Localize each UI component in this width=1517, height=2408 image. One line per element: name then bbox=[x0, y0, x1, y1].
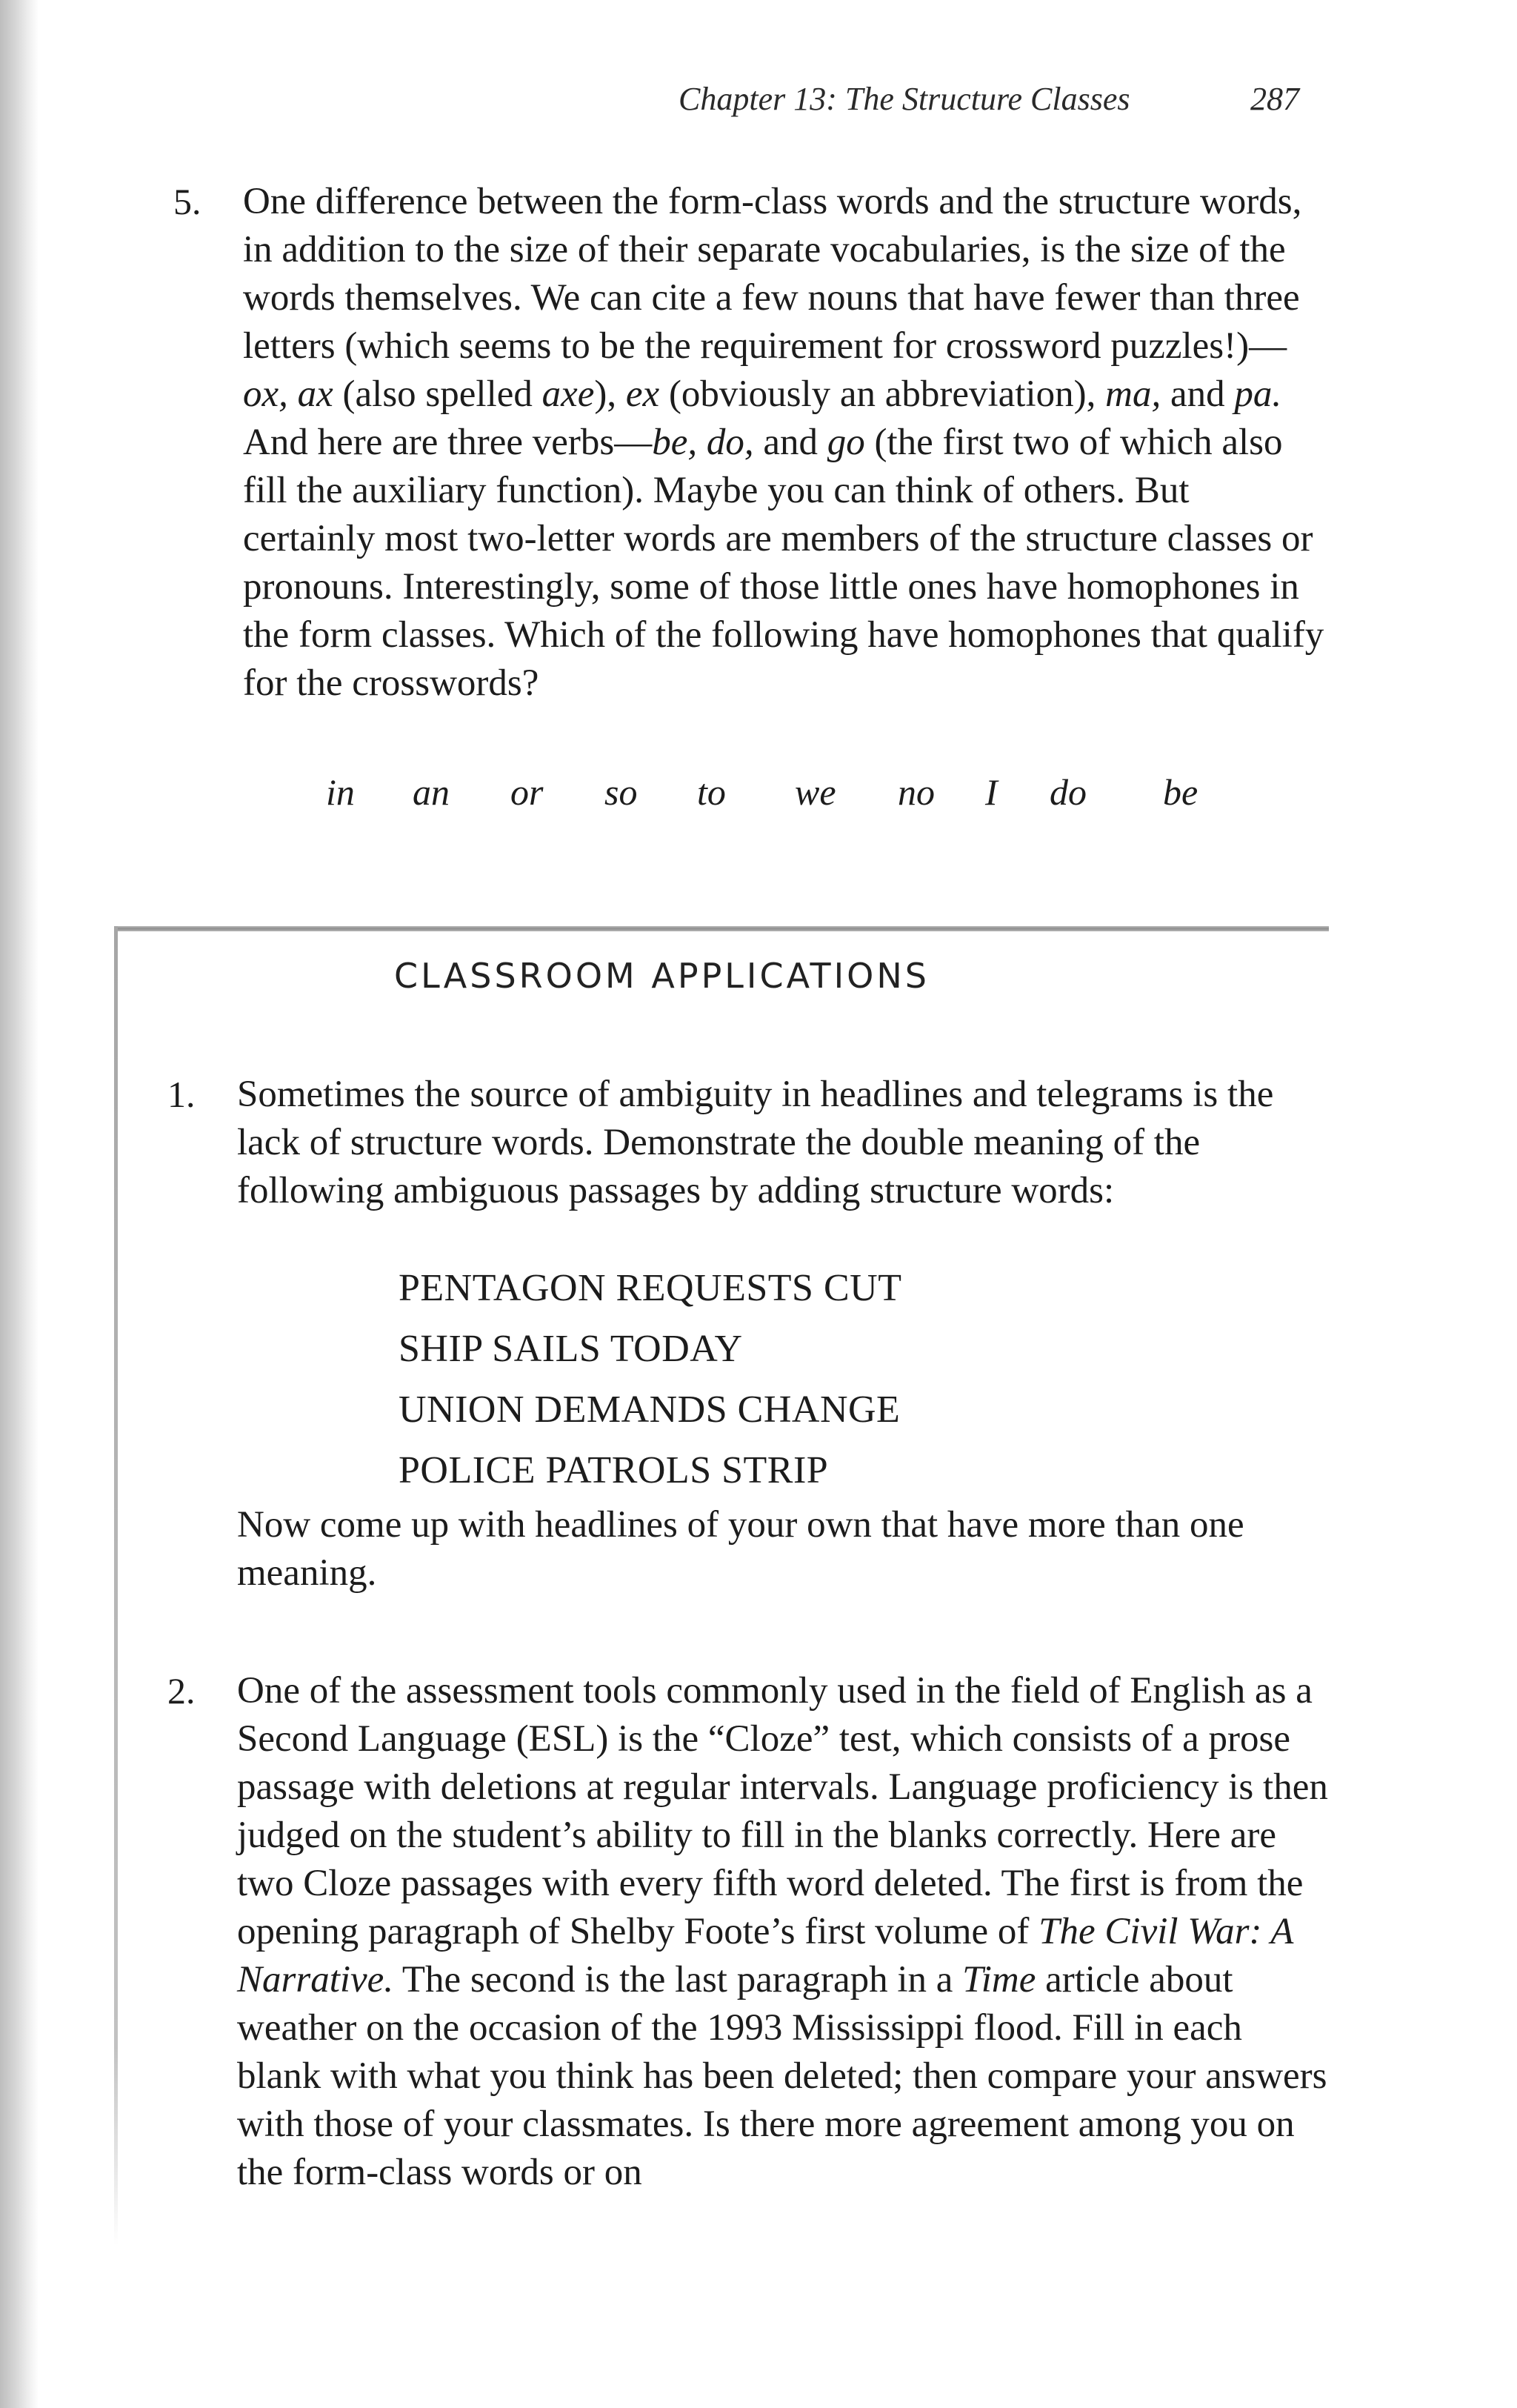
box-left-rule bbox=[114, 926, 118, 2245]
homophone-word-list bbox=[0, 771, 1517, 822]
word-item: be bbox=[1163, 771, 1198, 813]
running-head bbox=[0, 80, 1517, 124]
exercise-5-text: One difference between the form-class words and the structure words, in addition to the size of their separate vocabularies, is the size of the words themselves. We can cite a few nouns that have fewer than three letters (which seems to be the requirement for crossword puzzles!)—ox, ax (also spelled axe), ex (obviously an abbreviation), ma, and pa. And here are three verbs—be, do, and go (the first two of which also fill the auxiliary function). Maybe you can think of others. But certainly most two-letter words are members of the structure classes or pronouns. Interestingly, some of those little ones have homophones in the form classes. Which of the following have homophones that qualify for the crosswords? bbox=[243, 181, 1324, 704]
application-item-1 bbox=[167, 1071, 1330, 1597]
item-number: 2. bbox=[167, 1670, 196, 1712]
word-item: an bbox=[413, 771, 450, 813]
word-item: in bbox=[326, 771, 355, 813]
followup-text: Now come up with headlines of your own that have more than one meaning. bbox=[237, 1504, 1244, 1594]
word-item: no bbox=[898, 771, 935, 813]
application-2-text: One of the assessment tools commonly used in the field of English as a Second Language (ESL) is the “Cloze” test, which consists of a prose passage with deletions at regular intervals. Language proficiency is then judged on the student’s ability to fill in the blanks correctly. Here are two Cloze passages with every fifth word deleted. The first is from the opening paragraph of Shelby Foote’s first volume of The Civil War: A Narrative. The second is the last paragraph in a Time article about weather on the occasion of the 1993 Mississippi flood. Fill in each blank with what you think has been deleted; then compare your answers with those of your classmates. Is there more agreement among you on the form-class words or on bbox=[237, 1670, 1328, 2193]
word-item: do bbox=[1050, 771, 1087, 813]
chapter-title: Chapter 13: The Structure Classes bbox=[679, 81, 1130, 117]
box-top-rule bbox=[114, 926, 1329, 931]
headline: POLICE PATROLS STRIP bbox=[399, 1449, 829, 1491]
word-item: I bbox=[985, 771, 998, 813]
word-item: so bbox=[604, 771, 638, 813]
page-gutter-shadow bbox=[0, 0, 39, 2408]
headline: PENTAGON REQUESTS CUT bbox=[399, 1267, 902, 1309]
item-number: 1. bbox=[167, 1074, 196, 1115]
headline-list bbox=[399, 1258, 1330, 1501]
word-item: we bbox=[795, 771, 836, 813]
exercise-5 bbox=[173, 178, 1329, 708]
word-item: to bbox=[697, 771, 726, 813]
application-item-2 bbox=[167, 1667, 1330, 2197]
magazine-title: Time bbox=[962, 1959, 1036, 2000]
headline: UNION DEMANDS CHANGE bbox=[399, 1388, 901, 1431]
page-number: 287 bbox=[1250, 81, 1299, 117]
exercise-number: 5. bbox=[173, 181, 201, 222]
headline: SHIP SAILS TODAY bbox=[399, 1328, 743, 1370]
application-1-text: Sometimes the source of ambiguity in headlines and telegrams is the lack of structure words. Demonstrate the double meaning of the following ambiguous passages by adding structure words: PENTAGON REQUESTS CUT SHIP SAILS TODAY UNION DEMANDS CHANGE POLICE PATROLS STRIP Now come up with headlines of your own that have more than one meaning. bbox=[237, 1071, 1330, 1597]
word-item: or bbox=[510, 771, 544, 813]
book-title: The Civil War: A Narrative. bbox=[237, 1911, 1293, 2000]
